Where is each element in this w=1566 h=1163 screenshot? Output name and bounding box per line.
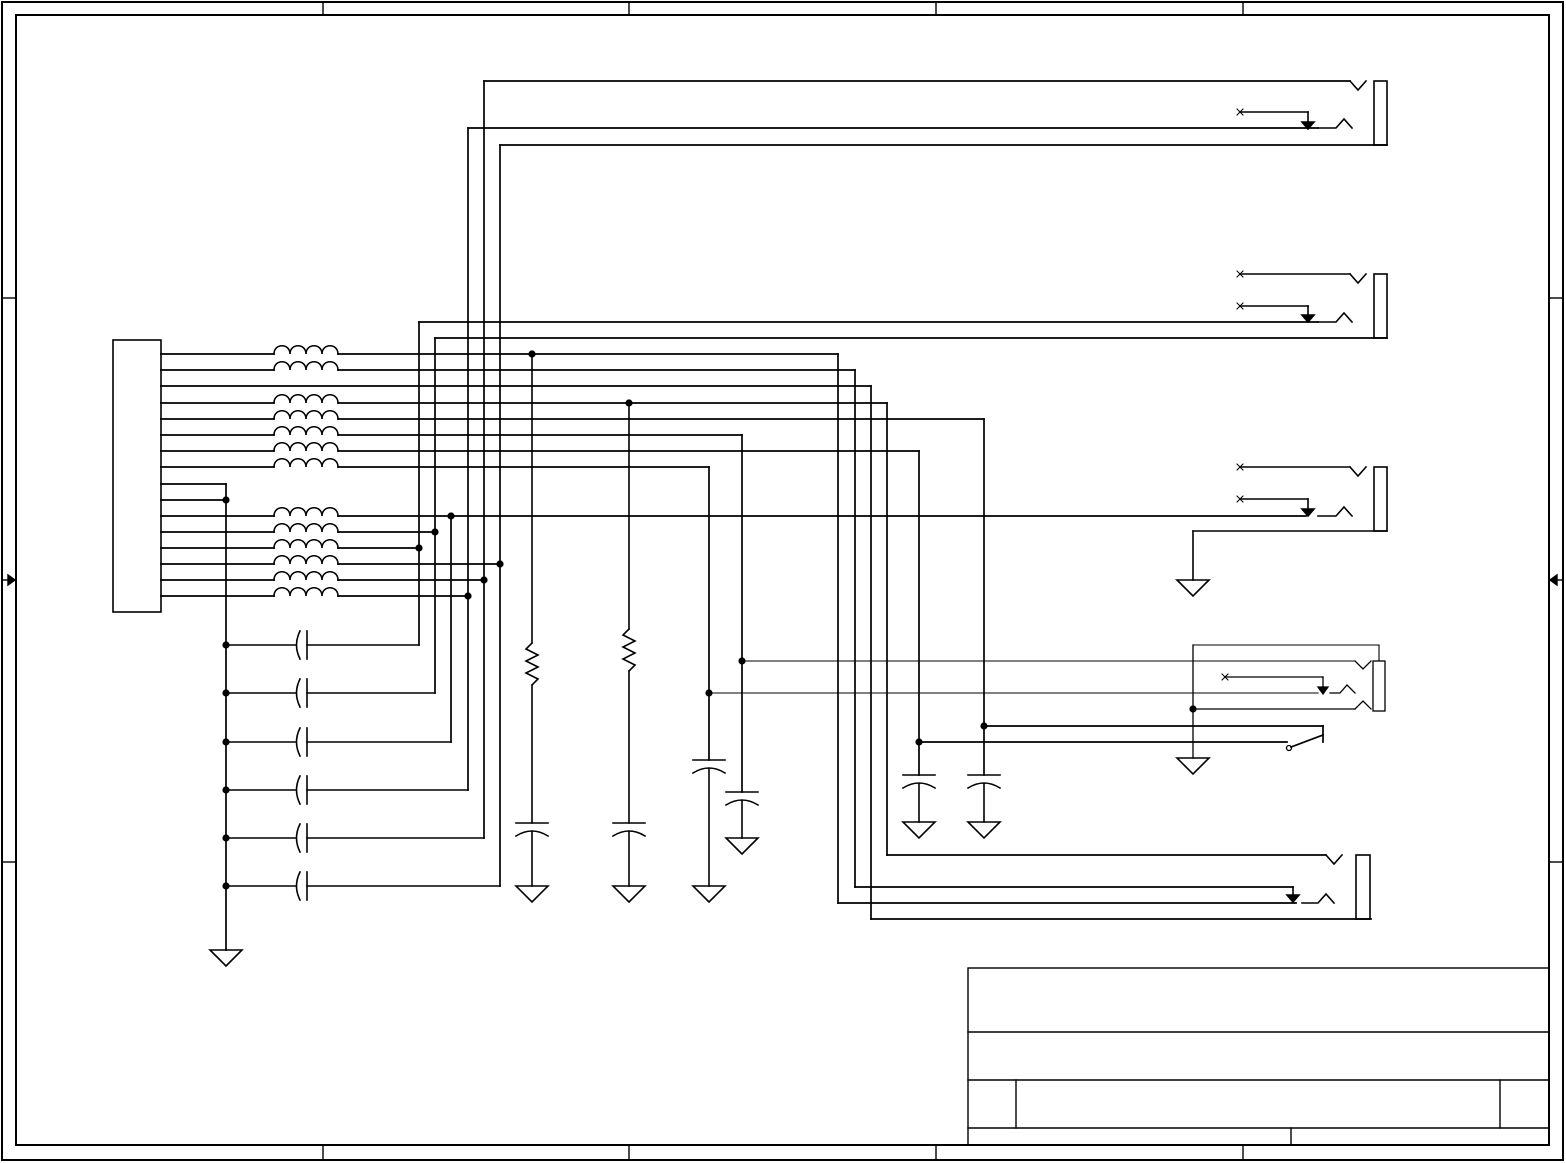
- drawing-frame: [2, 2, 1563, 1160]
- audio-jack-5: [1287, 855, 1370, 919]
- ground-symbol: [726, 838, 758, 854]
- ground-symbol: [1177, 580, 1209, 596]
- ground-symbol: [1177, 758, 1209, 774]
- inductor-coil: [274, 459, 338, 467]
- ground-symbol: [516, 886, 548, 902]
- title-block: [968, 968, 1549, 1145]
- inductor-group: [274, 346, 338, 596]
- inductor-coil: [274, 524, 338, 532]
- ground-symbol: [968, 822, 1000, 838]
- junction-dot: [431, 528, 438, 535]
- inductor-coil: [274, 572, 338, 580]
- junction-dot: [415, 544, 422, 551]
- junction-dot: [222, 641, 229, 648]
- audio-jack-4: [919, 645, 1385, 758]
- junction-dot: [447, 512, 454, 519]
- left-capacitors: [226, 631, 500, 900]
- ground-symbol: [693, 886, 725, 902]
- junction-dot: [222, 834, 229, 841]
- inductor-coil: [274, 362, 338, 370]
- junction-dot: [496, 560, 503, 567]
- junction-dot: [480, 576, 487, 583]
- inductor-coil: [274, 508, 338, 516]
- connector-body: [113, 340, 161, 612]
- inductor-coil: [274, 443, 338, 451]
- junction-dot: [528, 350, 535, 357]
- inductor-coil: [274, 346, 338, 354]
- inductor-coil: [274, 540, 338, 548]
- junction-dot: [705, 689, 712, 696]
- junction-dot: [625, 399, 632, 406]
- inductor-coil: [274, 395, 338, 403]
- junction-dot: [222, 882, 229, 889]
- ground-symbol: [210, 950, 242, 966]
- thin-nets: [709, 645, 1379, 693]
- junction-dot: [222, 689, 229, 696]
- audio-jack-1: [1237, 81, 1387, 145]
- junction-dot: [738, 657, 745, 664]
- inductor-coil: [274, 588, 338, 596]
- inductor-coil: [274, 427, 338, 435]
- bus-verticals: [419, 81, 1387, 886]
- audio-jack-3: [1193, 464, 1387, 580]
- inductor-coil: [274, 556, 338, 564]
- junction-dot: [222, 738, 229, 745]
- audio-jack-2: [1237, 271, 1387, 338]
- junction-dot: [222, 496, 229, 503]
- ground-symbol: [613, 886, 645, 902]
- resistor-branches: [516, 354, 1000, 886]
- connector-nets: [161, 354, 1371, 950]
- inductor-coil: [274, 411, 338, 419]
- ground-symbol: [903, 822, 935, 838]
- junction-dot: [464, 592, 471, 599]
- junction-dot: [222, 786, 229, 793]
